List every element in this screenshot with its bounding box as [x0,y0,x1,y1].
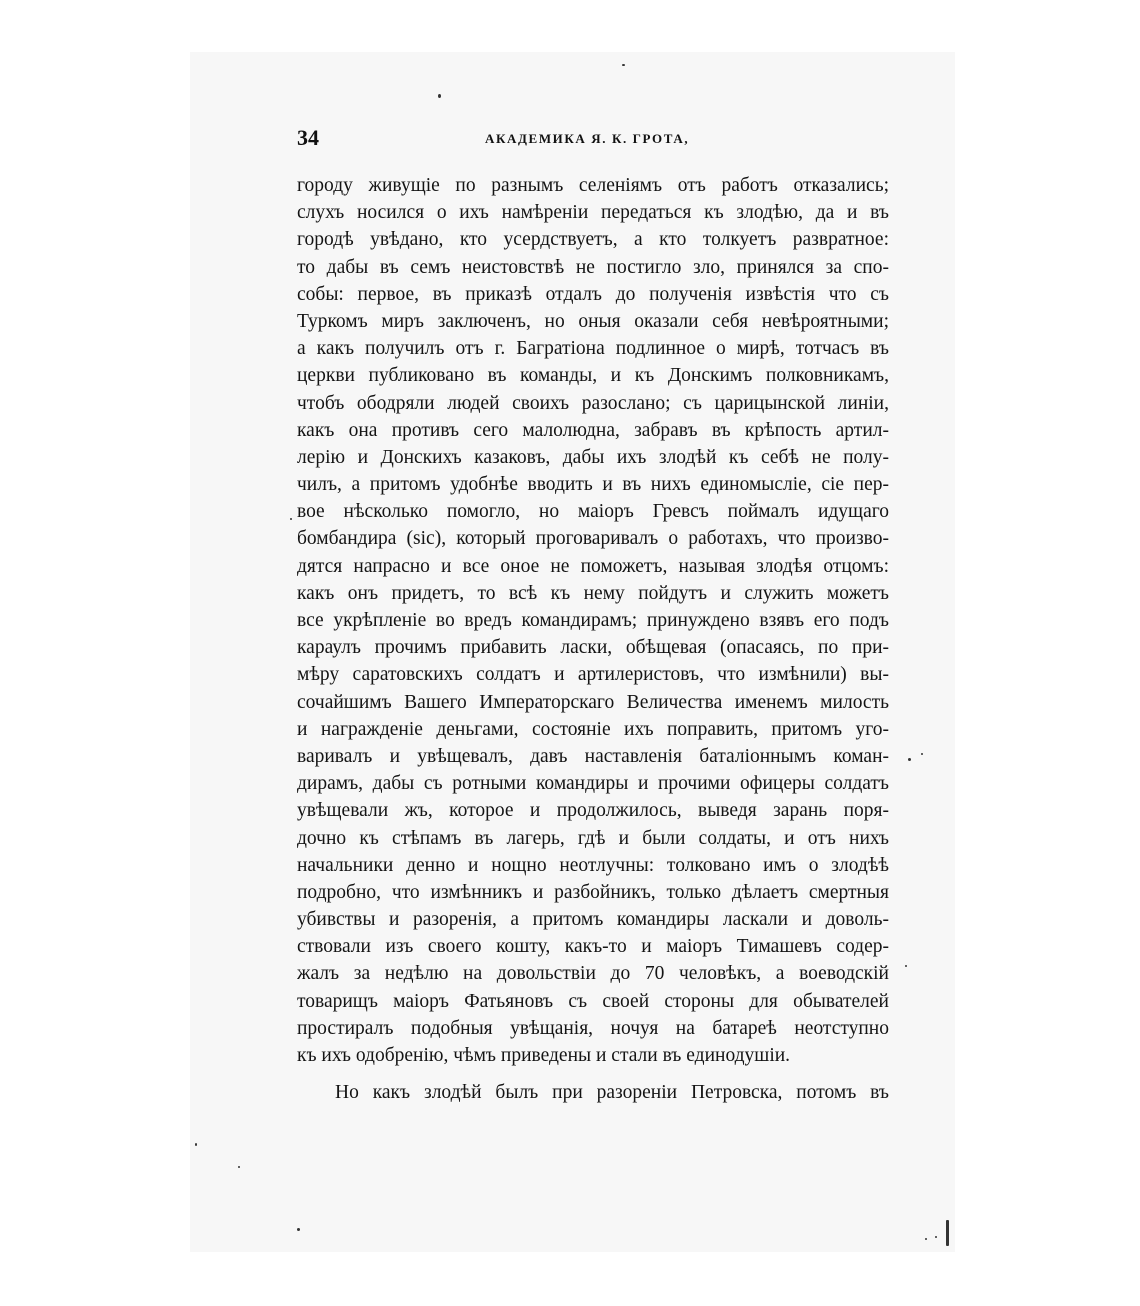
scan-speck [297,1228,300,1231]
text-line: чилъ, а притомъ удобнѣе вводить и въ нихъ единомысліе, сіе пер- [297,474,889,496]
text-line: начальники денно и нощно неотлучны: толковано имъ о злодѣѣ [297,854,889,876]
text-line: простиралъ подобныя увѣщанія, ночуя на батареѣ неотступно [297,1017,889,1039]
scan-speck [921,753,923,755]
body-text [297,172,889,1106]
scan-speck [195,1143,197,1146]
text-line: слухъ носился о ихъ намѣреніи передаться къ злодѣю, да и въ [297,202,889,224]
text-line: городѣ увѣдано, кто усердствуетъ, а кто толкуетъ развратное: [297,229,889,251]
scan-speck [238,1166,240,1168]
text-line: лерію и Донскихъ казаковъ, дабы ихъ злодѣй къ себѣ не полу- [297,446,889,468]
text-line: какъ она противъ сего малолюдна, забравъ въ крѣпость артил- [297,419,889,441]
text-line: сочайшимъ Вашего Императорскаго Величества именемъ милость [297,691,889,713]
text-line: собы: первое, въ приказѣ отдалъ до полученія извѣстія что съ [297,283,889,305]
scan-speck [905,965,907,967]
text-line: какъ онъ придетъ, то всѣ къ нему пойдутъ и служить можетъ [297,582,889,604]
text-line: къ ихъ одобренію, чѣмъ приведены и стали въ единодушіи. [297,1045,791,1066]
text-line: чтобъ ободряли людей своихъ разослано; съ царицынской линіи, [297,392,889,414]
text-line: товарищъ маіоръ Фатьяновъ съ своей стороны для обывателей [297,990,889,1012]
text-line: дочно къ стѣпамъ въ лагерь, гдѣ и были солдаты, и отъ нихъ [297,827,889,849]
text-line: Но какъ злодѣй былъ при разореніи Петровска, потомъ въ [335,1082,889,1104]
text-line: бомбандира (sic), который проговаривалъ о работахъ, что произво- [297,528,889,550]
text-line: а какъ получилъ отъ г. Багратіона подлинное о мирѣ, тотчасъ въ [297,338,889,360]
paragraph-gap [297,1069,889,1079]
text-line: вое нѣсколько помогло, но маіоръ Гревсъ поймалъ идущаго [297,501,889,523]
text-line: подробно, что измѣнникъ и разбойникъ, только дѣлаетъ смертныя [297,881,889,903]
text-line: убивствы и разоренія, а притомъ командиры ласкали и доволь- [297,909,889,931]
text-line: мѣру саратовскихъ солдатъ и артилеристовъ, что измѣнили) вы- [297,664,889,686]
scan-speck [908,758,911,761]
text-line: варивалъ и увѣщевалъ, давъ наставленія баталіоннымъ коман- [297,745,889,767]
scan-speck [925,1238,927,1240]
text-line: ствовали изъ своего кошту, какъ-то и маіоръ Тимашевъ содер- [297,936,889,958]
text-line: жалъ за недѣлю на довольствіи до 70 человѣкъ, а воеводскій [297,963,889,985]
scan-speck [290,518,292,520]
text-line: Туркомъ миръ заключенъ, но оныя оказали себя невѣроятными; [297,310,889,332]
text-line: все укрѣпленіе во вредъ командирамъ; принуждено взявъ его подъ [297,610,889,631]
scan-speck [935,1236,937,1238]
text-line: дятся напрасно и все оное не поможетъ, называя злодѣя отцомъ: [297,555,889,577]
text-line: увѣщевали жъ, которое и продолжилось, выведя зарань поря- [297,800,889,822]
scan-speck [622,64,625,66]
page-number: 34 [297,125,319,150]
scan-speck [946,1220,949,1246]
text-line: караулъ прочимъ прибавить ласки, обѣщевая (опасаясь, по при- [297,637,889,659]
text-line: и награжденіе деньгами, состояніе ихъ поправить, притомъ уго- [297,718,889,740]
running-title: АКАДЕМИКА Я. К. ГРОТА, [485,131,690,146]
text-line: дирамъ, дабы съ ротными командиры и прочими офицеры солдатъ [297,773,889,795]
text-line: церкви публиковано въ команды, и къ Донскимъ полковникамъ, [297,365,889,387]
text-line: то дабы въ семъ неистовствѣ не постигло зло, принялся за спо- [297,256,889,278]
page-header [297,125,889,157]
scan-speck [438,94,441,98]
text-line: городу живущіе по разнымъ селеніямъ отъ работъ отказались; [297,175,889,196]
